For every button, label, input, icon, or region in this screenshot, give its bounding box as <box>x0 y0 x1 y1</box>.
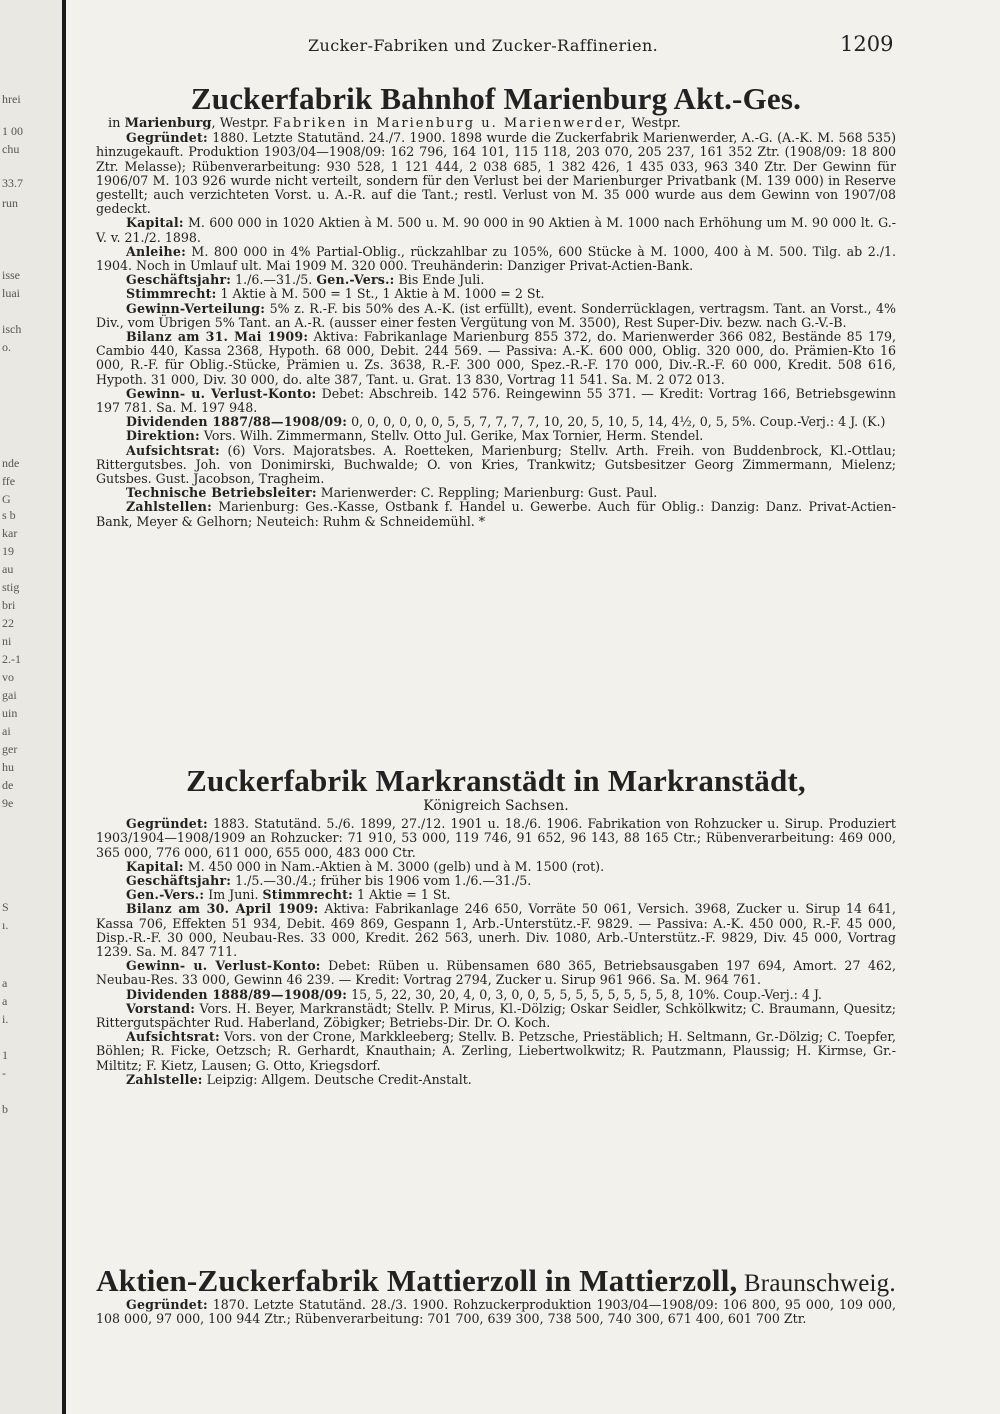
margin-fragment: au <box>2 562 14 576</box>
company-region: Braunschweig. <box>737 1270 896 1297</box>
margin-fragment: 1 00 <box>2 124 23 138</box>
entry-direktion: Direktion: Vors. Wilh. Zimmermann, Stellv. Otto Jul. Gerike, Max Tornier, Herm. Stendel. <box>126 428 704 444</box>
margin-fragment: ffe <box>2 474 16 488</box>
margin-fragment: 1 <box>2 1048 8 1062</box>
margin-fragment: 19 <box>2 544 14 558</box>
margin-fragment: G <box>2 492 11 506</box>
company-title: Zuckerfabrik Bahnhof Marienburg Akt.-Ges. <box>190 81 802 116</box>
entry-gewinn-verlust: Gewinn- u. Verlust-Konto: Debet: Rüben u. Rübensamen 680 365, Betriebsausgaben 197 694, Amort. 27 462, Neubau-Res. 33 000, Gewinn 46 239. — Kredit: Vortrag 2794, Zucker u. Sirup 961 966. Sa. M. 964 761. <box>96 958 896 988</box>
margin-fragment: s b <box>2 508 16 522</box>
entry-aufsichtsrat: Aufsichtsrat: Vors. von der Crone, Markkleeberg; Stellv. B. Petzsche, Priestäblich; H. Seltmann, Gr.-Dölzig; C. Toepfer, Böhlen; R. Ficke, Oetzsch; R. Gerhardt, Knauthain; A. Zerling, Liebertwolkwitz; R. Pautzmann, Plaussig; H. Kirmse, Gr.-Miltitz; F. Kietz, Lausen; G. Otto, Kriegsdorf. <box>96 1029 896 1073</box>
entry-geschaeftsjahr: Geschäftsjahr: 1./6.—31./5. Gen.-Vers.: Bis Ende Juli. <box>126 272 485 288</box>
margin-fragment: b <box>2 1102 8 1116</box>
margin-fragment: 2.-1 <box>2 652 21 666</box>
entry-anleihe: Anleihe: M. 800 000 in 4% Partial-Oblig., rückzahlbar zu 105%, 600 Stücke à M. 1000, 400 à M. 500. Tilg. ab 2./1. 1904. Noch in Umlauf ult. Mai 1909 M. 320 000. Treuhänderin: Danziger Privat-Actien-Bank. <box>96 243 896 273</box>
company-entry-markranstaedt <box>96 764 896 1087</box>
margin-fragment: stig <box>2 580 20 594</box>
entry-vorstand: Vorstand: Vors. H. Beyer, Markranstädt; Stellv. P. Mirus, Kl.-Dölzig; Oskar Seidler, Schkölkwitz; C. Braumann, Quesitz; Rittergutspächter Rud. Haberland, Zöbigker; Betriebs-Dir. Dr. O. Koch. <box>96 1000 896 1030</box>
company-region: Königreich Sachsen. <box>423 798 569 815</box>
margin-fragment: isse <box>2 268 20 282</box>
entry-stimmrecht: Stimmrecht: 1 Aktie à M. 500 = 1 St., 1 Aktie à M. 1000 = 2 St. <box>126 286 545 302</box>
entry-zahlstelle: Zahlstelle: Leipzig: Allgem. Deutsche Credit-Anstalt. <box>126 1071 472 1087</box>
margin-fragment: a <box>2 976 8 990</box>
margin-fragment: chu <box>2 142 20 156</box>
margin-fragment: ger <box>2 742 18 756</box>
margin-fragment: kar <box>2 526 18 540</box>
company-title: Zuckerfabrik Markranstädt in Markranstädt, <box>186 763 806 798</box>
margin-fragment: luai <box>2 286 20 300</box>
margin-fragment: hu <box>2 760 14 774</box>
entry-gegruendet: Gegründet: 1870. Letzte Statutänd. 28./3. 1900. Rohzuckerproduktion 1903/04—1908/09: 106 800, 95 000, 109 000, 108 000, 97 000, 100 944 Ztr.; Rübenverarbeitung: 701 700, 639 300, 738 500, 740 300, 671 400, 601 700 Ztr. <box>96 1297 896 1327</box>
margin-fragment: S <box>2 900 9 914</box>
company-body <box>96 817 896 1087</box>
margin-fragment: o. <box>2 340 11 354</box>
entry-gen-vers: Gen.-Vers.: Im Juni. Stimmrecht: 1 Aktie = 1 St. <box>126 887 451 903</box>
entry-dividenden: Dividenden 1888/89—1908/09: 15, 5, 22, 30, 20, 4, 0, 3, 0, 0, 5, 5, 5, 5, 5, 5, 5, 5, 8, 10%. Coup.-Verj.: 4 J. <box>126 986 822 1002</box>
entry-kapital: Kapital: M. 450 000 in Nam.-Aktien à M. 3000 (gelb) und à M. 1500 (rot). <box>126 858 605 874</box>
margin-fragment: vo <box>2 670 14 684</box>
company-body <box>96 1298 896 1326</box>
company-entry-mattierzoll <box>96 1264 896 1327</box>
company-title: Aktien-Zuckerfabrik Mattierzoll in Mattierzoll, Braunschweig. <box>96 1263 896 1298</box>
margin-fragment: 22 <box>2 616 14 630</box>
margin-fragment: run <box>2 196 18 210</box>
entry-technische-betriebsleiter: Technische Betriebsleiter: Marienwerder: C. Reppling; Marienburg: Gust. Paul. <box>126 485 658 501</box>
entry-geschaeftsjahr: Geschäftsjahr: 1./5.—30./4.; früher bis 1906 vom 1./6.—31./5. <box>126 872 532 888</box>
entry-bilanz: Bilanz am 30. April 1909: Aktiva: Fabrikanlage 246 650, Vorräte 50 061, Versich. 3968, Zucker u. Sirup 14 641, Kassa 706, Effekten 51 934, Debit. 469 869, Gespann 1, Arb.-Unterstütz.-F. 9829. — Passiva: A.-K. 450 000, R.-F. 45 000, Disp.-R.-F. 30 000, Neubau-Res. 33 000, Kredit. 262 563, unerh. Div. 1080, Arb.-Unterstütz.-F. 9829, Div. 45 000, Vortrag 1239. Sa. M. 847 711. <box>96 901 896 959</box>
company-place: Marienburg <box>124 116 212 132</box>
company-entry-bahnhof-marienburg <box>96 82 896 529</box>
margin-fragment: nde <box>2 456 20 470</box>
margin-fragment: de <box>2 778 14 792</box>
margin-fragment: uin <box>2 706 18 720</box>
entry-gewinn-verlust: Gewinn- u. Verlust-Konto: Debet: Abschreib. 142 576. Reingewinn 55 371. — Kredit: Vortrag 166, Betriebsgewinn 197 781. Sa. M. 197 948. <box>96 385 896 415</box>
margin-fragment: 9e <box>2 796 14 810</box>
margin-fragment: i. <box>2 1012 9 1026</box>
margin-fragment: isch <box>2 322 22 336</box>
margin-fragment: ı. <box>2 918 9 932</box>
margin-fragment: - <box>2 1066 6 1080</box>
margin-fragment: hrei <box>2 92 21 106</box>
margin-fragment: a <box>2 994 8 1008</box>
page <box>96 0 986 1414</box>
left-margin-strip <box>0 0 66 1414</box>
margin-fragment: bri <box>2 598 16 612</box>
company-location: in Marienburg, Westpr. Fabriken in Marienburg u. Marienwerder, Westpr. <box>108 116 681 132</box>
entry-dividenden: Dividenden 1887/88—1908/09: 0, 0, 0, 0, 0, 0, 5, 5, 7, 7, 7, 7, 10, 20, 5, 10, 5, 14, 4½, 0, 5, 5%. Coup.-Verj.: 4 J. (K.) <box>126 414 886 430</box>
entry-zahlstellen: Zahlstellen: Marienburg: Ges.-Kasse, Ostbank f. Handel u. Gewerbe. Auch für Oblig.: Danzig: Danz. Privat-Actien-Bank, Meyer & Gelhorn; Neuteich: Ruhm & Schneidemühl. * <box>96 499 896 529</box>
entry-kapital: Kapital: M. 600 000 in 1020 Aktien à M. 500 u. M. 90 000 in 90 Aktien à M. 1000 nach Erhöhung um M. 90 000 lt. G.-V. v. 21./2. 1898. <box>96 215 896 245</box>
entry-gegruendet: Gegründet: 1883. Statutänd. 5./6. 1899, 27./12. 1901 u. 18./6. 1906. Fabrikation von Rohzucker u. Sirup. Produziert 1903/1904—1908/1909 an Rohzucker: 71 910, 53 000, 119 746, 91 652, 96 143, 88 165 Ctr.; Rübenverarbeitung: 469 000, 365 000, 776 000, 611 000, 655 000, 483 000 Ctr. <box>96 816 896 860</box>
margin-fragment: gai <box>2 688 17 702</box>
entry-aufsichtsrat: Aufsichtsrat: (6) Vors. Majoratsbes. A. Roetteken, Marienburg; Stellv. Arth. Freih. von Buddenbrock, Kl.-Ottlau; Rittergutsbes. Joh. von Donimirski, Buchwalde; O. von Kries, Trankwitz; Gutsbesitzer Georg Zimmermann, Mielenz; Gutsbes. Gust. Jacobson, Tragheim. <box>96 442 896 486</box>
margin-fragment: 33.7 <box>2 176 23 190</box>
company-body <box>96 131 896 529</box>
margin-fragment: ai <box>2 724 11 738</box>
entry-bilanz: Bilanz am 31. Mai 1909: Aktiva: Fabrikanlage Marienburg 855 372, do. Marienwerder 366 082, Bestände 85 179, Cambio 440, Kassa 2368, Hypoth. 68 000, Debit. 244 569. — Passiva: A.-K. 600 000, Oblig. 320 000, do. Prämien-Kto 16 000, R.-F. für Oblig.-Stücke, Prämien u. Zs. 3638, R.-F. 300 000, Spez.-R.-F. 170 000, Div.-R.-F. 60 000, Kredit. 508 616, Hypoth. 31 000, Div. 30 000, do. alte 387, Tant. u. Grat. 13 830, Vortrag 11 541. Sa. M. 2 072 013. <box>96 328 896 387</box>
running-head-title: Zucker-Fabriken und Zucker-Raffinerien. <box>308 36 659 55</box>
margin-fragment: ni <box>2 634 12 648</box>
entry-gegruendet: Gegründet: 1880. Letzte Statutänd. 24./7. 1900. 1898 wurde die Zuckerfabrik Marienwerder, A.-G. (A.-K. M. 568 535) hinzugekauft. Produktion 1903/04—1908/09: 162 796, 164 101, 115 118, 203 070, 205 237, 161 352 Ztr. (1908/09: 18 800 Ztr. Melasse); Rübenverarbeitung: 930 528, 1 121 444, 2 038 685, 1 382 426, 1 435 033, 963 340 Ztr. Der Gewinn für 1906/07 M. 103 926 wurde nicht verteilt, sondern für den Verlust bei der Marienburger Privatbank (M. 139 000) in Reserve gestellt; auch verzichteten Vorst. u. A.-R. auf die Tant.; restl. Verlust von M. 35 000 wurde aus dem Gewinn von 1907/08 gedeckt. <box>96 130 896 217</box>
binding-shadow <box>62 0 66 1414</box>
entry-gewinn-verteilung: Gewinn-Verteilung: 5% z. R.-F. bis 50% des A.-K. (ist erfüllt), event. Sonderrücklagen, vertragsm. Tant. an Vorst., 4% Div., vom Übrigen 5% Tant. an A.-R. (ausser einer festen Vergütung von M. 3500), Rest Super-Div. bezw. nach G.-V.-B. <box>96 300 896 330</box>
page-number: 1209 <box>840 32 894 56</box>
